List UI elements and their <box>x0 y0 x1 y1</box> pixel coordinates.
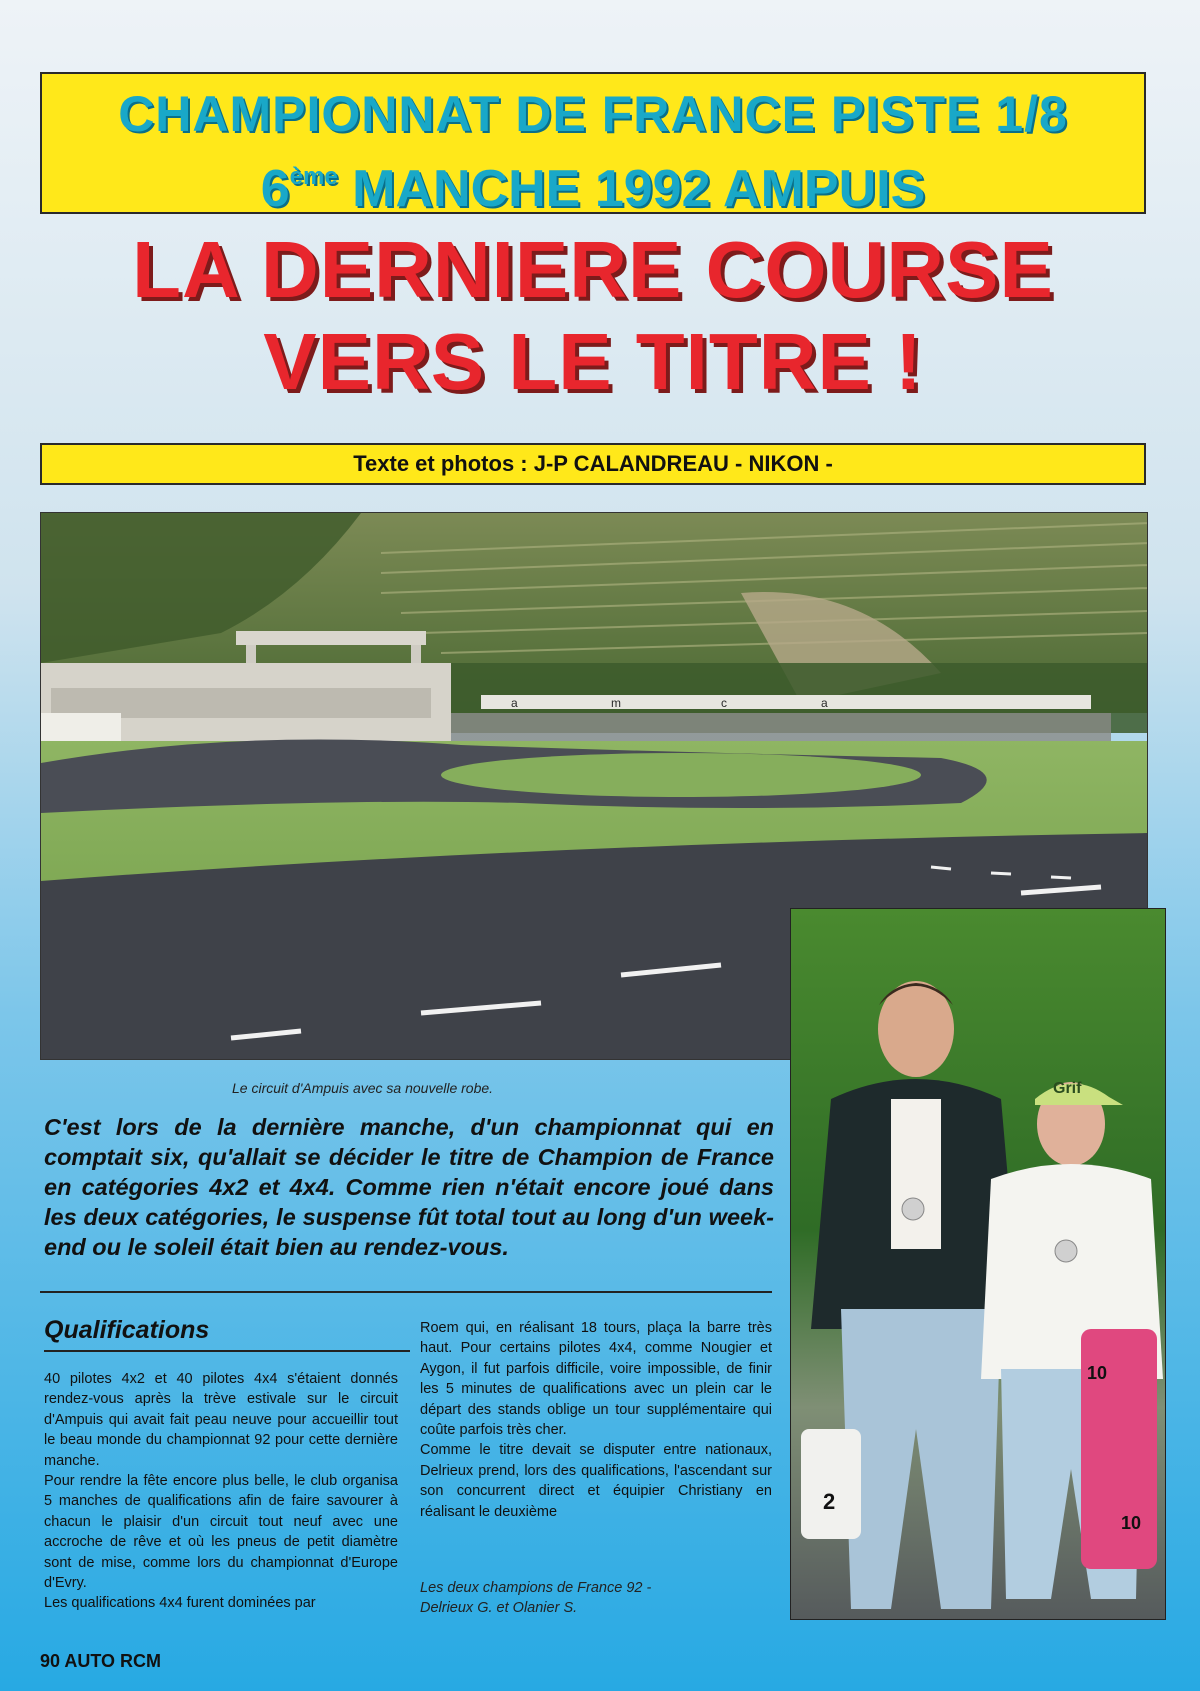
headline-line-1: LA DERNIERE COURSE <box>132 225 1054 314</box>
page-folio: 90 AUTO RCM <box>40 1651 162 1671</box>
banner-line-2 <box>42 146 1144 220</box>
col2-paragraph-1: Roem qui, en réalisant 18 tours, plaça la barre très haut. Pour certains pilotes 4x4, comme Nougier et Aygon, il fut parfois difficile, voire impossible, de finir les 5 minutes de qualifications avec un plein car le départ des stands oblige un tour supplémentaire qui coûte parfois très cher. <box>420 1320 772 1439</box>
car-number-left: 2 <box>823 1489 836 1514</box>
champions-photo-illustration <box>791 909 1166 1620</box>
col1-paragraph-2: Pour rendre la fête encore plus belle, le club organisa 5 manches de qualifications afin de faire savourer à chacun le plaisir d'un circuit tout neuf avec une accroche de rêve et où les pneus de petit diamètre sont de mise, comme lors du championnat d'Europe d'Evry. <box>44 1473 398 1592</box>
champions-photo-caption <box>420 1578 772 1618</box>
champions-caption-line-2: Delrieux G. et Olanier S. <box>420 1600 578 1616</box>
car-number-right-bottom: 10 <box>1121 1513 1142 1533</box>
col1-paragraph-1: 40 pilotes 4x2 et 40 pilotes 4x4 s'étaient donnés rendez-vous après la trève estivale sur le circuit d'Ampuis qui avait fait peau neuve pour accueillir tout le beau monde du championnat 92 pour cette dernière manche. <box>44 1371 398 1469</box>
sign-letter-2: m <box>611 696 621 710</box>
circuit-photo-caption: Le circuit d'Ampuis avec sa nouvelle robe. <box>232 1080 494 1096</box>
sign-letter-1: a <box>511 696 518 710</box>
banner-line-1: CHAMPIONNAT DE FRANCE PISTE 1/8 <box>118 86 1068 142</box>
intro-paragraph: C'est lors de la dernière manche, d'un championnat qui en comptait six, qu'allait se décider le titre de Champion de France en catégories 4x2 et 4x4. Comme rien n'était encore joué dans les deux catégories, le suspense fût total tout au long d'un week-end ou le soleil était bien au rendez-vous. <box>44 1114 774 1260</box>
banner-round-text: MANCHE 1992 AMPUIS <box>352 160 926 218</box>
headline <box>40 224 1146 408</box>
champions-photo <box>790 908 1166 1620</box>
banner-round-suffix: ème <box>289 163 338 190</box>
banner-round-number: 6 <box>260 160 290 218</box>
headline-line-2: VERS LE TITRE ! <box>263 317 923 406</box>
section-underline <box>44 1350 410 1352</box>
body-column-1 <box>44 1369 398 1614</box>
title-banner <box>40 72 1146 218</box>
col2-paragraph-2: Comme le titre devait se disputer entre nationaux, Delrieux prend, lors des qualifications, l'ascendant sur son concurrent direct et équipier Christiany en réalisant le deuxième <box>420 1442 772 1520</box>
body-column-2 <box>420 1318 772 1522</box>
col1-paragraph-3: Les qualifications 4x4 furent dominées par <box>44 1595 316 1612</box>
sign-letter-3: c <box>721 696 727 710</box>
champions-caption-line-1: Les deux champions de France 92 - <box>420 1580 652 1596</box>
section-title-qualifications: Qualifications <box>44 1316 210 1344</box>
sign-letter-4: a <box>821 696 828 710</box>
cap-logo-text: Grif <box>1053 1080 1082 1097</box>
intro-divider <box>40 1291 772 1293</box>
car-number-right-top: 10 <box>1087 1363 1108 1383</box>
credit-bar: Texte et photos : J-P CALANDREAU - NIKON - <box>40 443 1146 485</box>
